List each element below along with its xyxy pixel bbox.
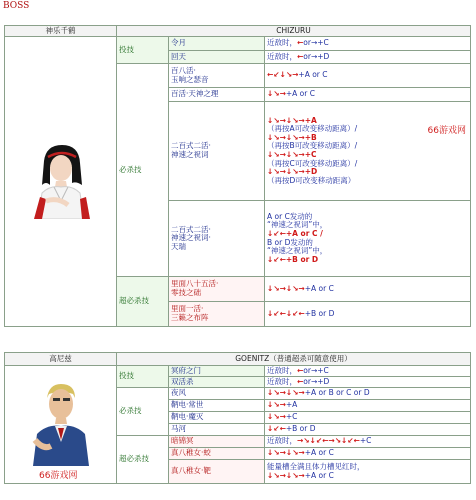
command-note: B or D发动的 [267, 237, 313, 247]
chizuru-portrait-image [24, 141, 98, 219]
chizuru-super-2-command [265, 302, 471, 327]
command-suffix: or→+C [303, 365, 329, 375]
chizuru-cat-super: 超必杀技 [117, 277, 169, 327]
chizuru-special-1-command [265, 64, 471, 88]
direction-arrows: ↓↘→ [267, 400, 286, 410]
move-name-line: 二百式二活· [171, 224, 211, 234]
direction-arrows: ↓↙←↓↙← [267, 308, 305, 318]
goenitz-portrait [5, 366, 117, 484]
direction-arrows: ↓↘→ [267, 412, 286, 422]
command-note: A or C发动的 [267, 211, 313, 221]
goenitz-super-2-name: 真八稚女·蛟 [169, 448, 265, 460]
chizuru-throw-1-name: 令月 [169, 37, 265, 51]
command-note: （再按A可改变移动距离）/ [267, 124, 358, 134]
direction-arrows: →↘↓↙←→↘↓↙← [297, 436, 360, 446]
command-suffix: or→+D [303, 376, 330, 386]
command-prefix: 近敌时， [267, 51, 297, 61]
goenitz-special-1-command [265, 388, 471, 400]
direction-arrows: ↓↙← [267, 424, 286, 434]
goenitz-super-1-command [265, 436, 471, 448]
goenitz-special-2-command [265, 400, 471, 412]
command-suffix: +A [285, 400, 298, 410]
chizuru-special-2-command [265, 88, 471, 102]
direction-arrows: ↓↘→ [267, 89, 286, 99]
goenitz-special-3-command [265, 412, 471, 424]
goenitz-throw-2-name: 双活杀 [169, 377, 265, 388]
command-suffix: +A or C [304, 448, 334, 458]
command-line: ↓↙←+B or D [267, 254, 319, 264]
command-prefix: 近敌时， [267, 38, 297, 48]
chizuru-special-3-command [265, 102, 471, 201]
chizuru-cat-throws: 投技 [117, 37, 169, 64]
chizuru-special-4-name [169, 201, 265, 277]
command-suffix: +B or D [304, 308, 335, 318]
command-suffix: +A or C [285, 89, 315, 99]
watermark: 66游戏网 [39, 470, 78, 481]
chizuru-special-4-command [265, 201, 471, 277]
command-line: ↓↙←+A or C / [267, 228, 323, 238]
move-name-line: 神速之祝词· [171, 233, 211, 243]
command-line: ↓↘→↓↘→+A [267, 115, 317, 125]
goenitz-special-1-name: 夜风 [169, 388, 265, 400]
direction-arrows: ← [297, 376, 304, 386]
direction-arrows: ← [297, 51, 304, 61]
chizuru-super-1-name [169, 277, 265, 302]
chizuru-super-2-name [169, 302, 265, 327]
goenitz-special-3-name: 鞆电·魔灭 [169, 412, 265, 424]
chizuru-throw-2-command [265, 51, 471, 64]
command-suffix: +C [359, 436, 372, 446]
goenitz-throw-2-command [265, 377, 471, 388]
direction-arrows: ↓↘→↓↘→ [267, 388, 305, 398]
goenitz-super-1-name: 暗锦冥 [169, 436, 265, 448]
goenitz-cat-super: 超必杀技 [117, 436, 169, 484]
chizuru-portrait [5, 37, 117, 327]
goenitz-special-2-name: 鞆电·常世 [169, 400, 265, 412]
goenitz-throw-1-name: 冥府之门 [169, 366, 265, 377]
chizuru-move-table [4, 25, 471, 327]
goenitz-super-3-command [265, 460, 471, 484]
command-note: 能量槽全满且体力槽见红时， [267, 461, 365, 471]
command-suffix: +C [285, 412, 298, 422]
chizuru-super-1-command [265, 277, 471, 302]
command-note: （再按D可改变移动距离） [267, 175, 356, 185]
chizuru-cat-special: 必杀技 [117, 64, 169, 277]
watermark: 66游戏网 [427, 126, 466, 136]
direction-arrows: ↓↘→↓↘→ [267, 448, 305, 458]
command-note: （再按C可改变移动距离）/ [267, 158, 358, 168]
goenitz-move-table [4, 352, 471, 484]
command-note: “神速之祝词”中， [267, 246, 328, 256]
command-line: ↓↘→↓↘→+C [267, 150, 317, 159]
goenitz-cat-throws: 投技 [117, 366, 169, 388]
chizuru-special-2-name: 百活·天神之理 [169, 88, 265, 102]
goenitz-super-3-name: 真八稚女·靶 [169, 460, 265, 484]
direction-arrows: ← [297, 38, 304, 48]
chizuru-table-header: CHIZURU [117, 26, 471, 37]
direction-arrows: ← [297, 365, 304, 375]
move-name-line: 天瑞 [171, 241, 186, 251]
command-prefix: 近敌时， [267, 376, 297, 386]
move-name-line: 二百式二活· [171, 141, 211, 151]
move-name-line: 神速之祝词 [171, 150, 209, 159]
goenitz-name-header: 高尼兹 [5, 353, 117, 366]
command-suffix: or→+D [303, 51, 330, 61]
goenitz-table-header: GOENITZ（普通超杀可随意使用） [117, 353, 471, 366]
move-name-line: 三籁之布阵 [171, 313, 209, 322]
command-line: ↓↘→↓↘→+B [267, 132, 317, 142]
goenitz-special-4-command [265, 424, 471, 436]
command-suffix: +A or B or C or D [304, 388, 370, 398]
move-name-line: 里面一活· [171, 304, 204, 314]
chizuru-special-1-name [169, 64, 265, 88]
move-name-line: 百八活· [171, 65, 196, 75]
section-title: BOSS [3, 1, 30, 11]
direction-arrows: ↓↘→↓↘→ [267, 283, 305, 293]
chizuru-throw-1-command [265, 37, 471, 51]
goenitz-cat-special: 必杀技 [117, 388, 169, 436]
chizuru-name-header: 神乐千鹤 [5, 26, 117, 37]
goenitz-portrait-image [25, 380, 97, 466]
command-prefix: 近敌时， [267, 436, 297, 446]
direction-arrows: ←↙↓↘→ [267, 70, 299, 80]
goenitz-super-2-command [265, 448, 471, 460]
command-suffix: +A or C [304, 283, 334, 293]
command-suffix: +B or D [285, 424, 316, 434]
move-name-line: 里面八十五活· [171, 279, 219, 289]
command-suffix: +A or C [304, 470, 334, 480]
command-note: （再按B可改变移动距离）/ [267, 141, 358, 151]
move-name-line: 玉响之瑟音 [171, 74, 209, 84]
goenitz-special-4-name: 马河 [169, 424, 265, 436]
command-suffix: or→+C [303, 38, 329, 48]
direction-arrows: ↓↘→↓↘→ [267, 470, 305, 480]
command-note: “神速之祝词”中， [267, 220, 328, 230]
chizuru-throw-2-name: 回天 [169, 51, 265, 64]
goenitz-throw-1-command [265, 366, 471, 377]
command-line: ↓↘→↓↘→+D [267, 167, 318, 177]
command-suffix: +A or C [298, 70, 328, 80]
chizuru-special-3-name [169, 102, 265, 201]
command-prefix: 近敌时， [267, 365, 297, 375]
move-name-line: 零技之础 [171, 288, 201, 297]
